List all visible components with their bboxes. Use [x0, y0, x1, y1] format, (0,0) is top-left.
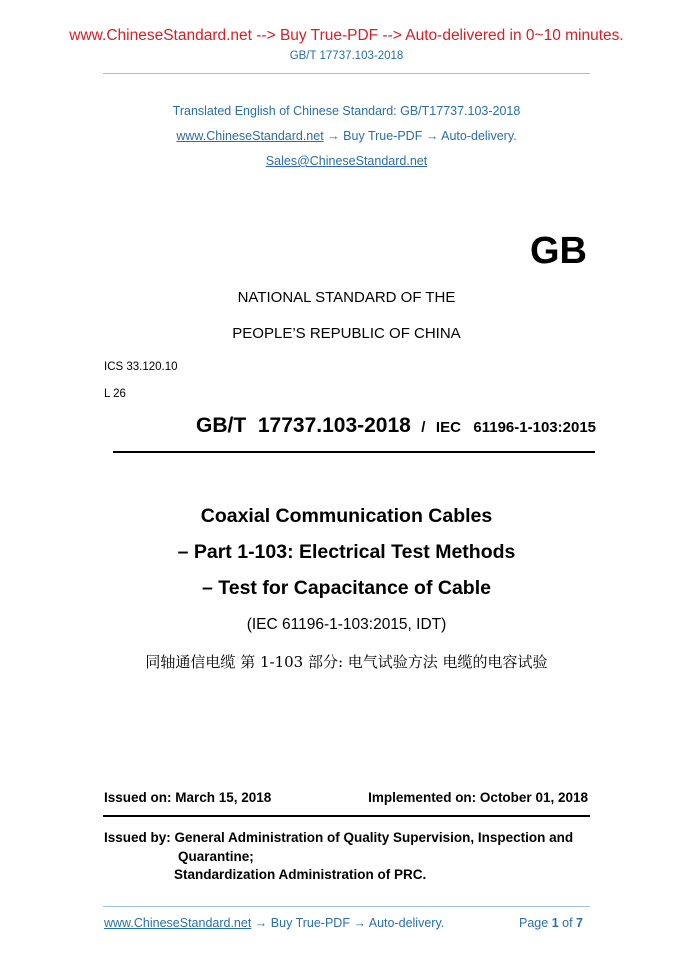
- ics-code: ICS 33.120.10: [104, 361, 178, 373]
- header-standard-code: GB/T 17737.103-2018: [289, 50, 404, 62]
- gb-mark: GB: [530, 230, 587, 272]
- document-title-line-2: – Part 1-103: Electrical Test Methods: [177, 541, 516, 563]
- chinese-title: 同轴通信电缆 第 1-103 部分: 电气试验方法 电缆的电容试验: [145, 653, 548, 671]
- standard-number: GB/T 17737.103-2018: [196, 414, 411, 437]
- promo-banner[interactable]: www.ChineseStandard.net --> Buy True-PDF --> Auto-delivered in 0~10 minutes.: [69, 27, 624, 44]
- footer-divider: [103, 906, 590, 907]
- purchase-line: [0, 129, 693, 143]
- of-label: of: [562, 916, 573, 930]
- standard-divider: [113, 451, 595, 453]
- iec-number: 61196-1-103:2015: [473, 419, 596, 436]
- auto-delivery-text: Auto-delivery.: [441, 129, 517, 143]
- footer-buy-text: Buy True-PDF: [270, 916, 350, 930]
- buy-pdf-text: Buy True-PDF: [343, 129, 423, 143]
- document-title-line-1: Coaxial Communication Cables: [200, 505, 493, 527]
- right-arrow-icon: →: [353, 916, 366, 930]
- implemented-date: Implemented on: October 01, 2018: [368, 790, 588, 805]
- header-divider: [103, 73, 590, 74]
- translation-notice: Translated English of Chinese Standard: GB/T17737.103-2018: [172, 104, 521, 118]
- standard-number-line: [0, 414, 596, 438]
- country-heading: PEOPLE’S REPUBLIC OF CHINA: [232, 325, 461, 342]
- issued-date: Issued on: March 15, 2018: [104, 790, 272, 805]
- page-label: Page: [519, 916, 549, 930]
- right-arrow-icon: →: [425, 129, 439, 143]
- email-line: [0, 154, 693, 168]
- site-link[interactable]: www.ChineseStandard.net: [176, 129, 324, 143]
- national-standard-heading: NATIONAL STANDARD OF THE: [237, 289, 456, 306]
- issued-by-line-3: Standardization Administration of PRC.: [174, 867, 427, 882]
- issued-by-line-2: Quarantine;: [178, 849, 254, 864]
- page-current: 1: [551, 916, 559, 930]
- issued-by-line-1: Issued by: General Administration of Quality Supervision, Inspection and: [104, 830, 574, 845]
- right-arrow-icon: →: [254, 916, 268, 930]
- footer-auto-delivery-text: Auto-delivery.: [368, 916, 445, 930]
- page-indicator: [519, 916, 583, 930]
- ccs-code: L 26: [104, 388, 126, 400]
- document-title-line-3: – Test for Capacitance of Cable: [202, 577, 491, 599]
- sales-email-link[interactable]: Sales@ChineseStandard.net: [265, 154, 428, 168]
- iec-equivalence: (IEC 61196-1-103:2015, IDT): [246, 616, 447, 633]
- footer-purchase-line: [104, 916, 444, 930]
- dates-divider: [103, 815, 590, 817]
- right-arrow-icon: →: [327, 129, 340, 143]
- iec-prefix: IEC: [435, 419, 461, 436]
- separator: /: [421, 419, 426, 436]
- page-total: 7: [576, 916, 583, 930]
- footer-site-link[interactable]: www.ChineseStandard.net: [104, 916, 252, 930]
